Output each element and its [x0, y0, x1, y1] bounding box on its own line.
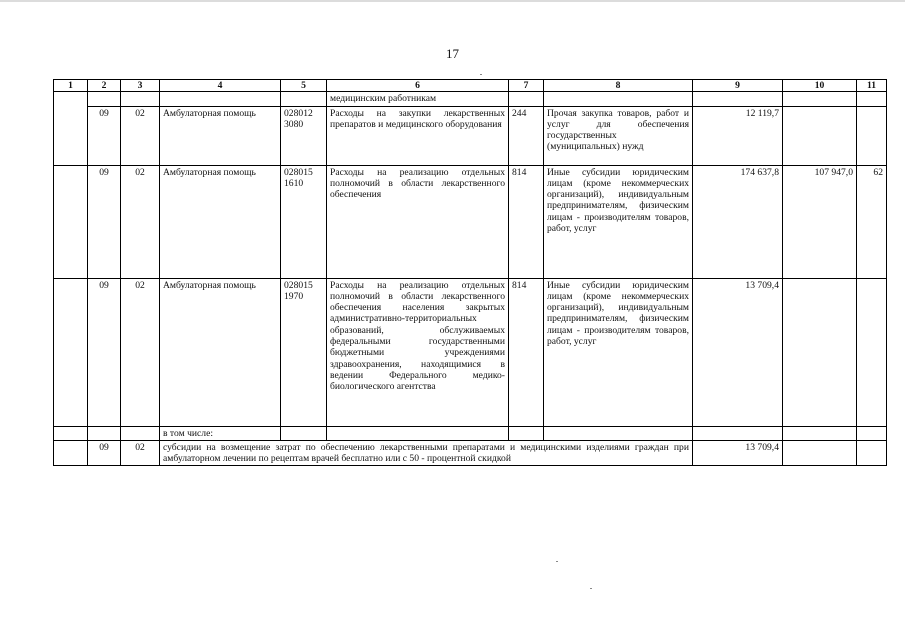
continuation-text: медицинским работникам — [327, 92, 509, 106]
table-cell — [857, 92, 887, 106]
subsection-name: Амбулаторная помощь — [160, 106, 281, 165]
amount-total: 13 709,4 — [693, 440, 783, 466]
table-cell — [54, 278, 88, 426]
column-header-11: 11 — [857, 80, 887, 92]
subsidy-row — [54, 440, 887, 466]
column-header-10: 10 — [783, 80, 857, 92]
section-code: 09 — [88, 165, 121, 278]
section-code: 09 — [88, 106, 121, 165]
subsection-code: 02 — [121, 440, 160, 466]
table-cell — [54, 106, 88, 165]
table-row — [54, 278, 887, 426]
table-cell — [544, 426, 693, 440]
amount-federal: 107 947,0 — [783, 165, 857, 278]
scan-speck — [556, 561, 558, 562]
table-cell — [281, 426, 327, 440]
amount-percent: 62 — [857, 165, 887, 278]
section-code: 09 — [88, 278, 121, 426]
target-article-name: Расходы на закупки лекарственных препаратов и медицинского оборудования — [327, 106, 509, 165]
amount-percent — [857, 278, 887, 426]
top-scan-rule — [0, 0, 905, 2]
budget-table — [53, 79, 887, 466]
table-cell — [160, 92, 281, 106]
table-cell — [327, 426, 509, 440]
amount-percent — [857, 106, 887, 165]
section-code: 09 — [88, 440, 121, 466]
expense-type-code: 244 — [509, 106, 544, 165]
target-article-name: Расходы на реализацию отдельных полномочий в области лекарственного обеспечения населения закрытых административно-территориальных образований, обслуживаемых федеральными государственными бюджетными учреждениями здравоохранения, находящимися в ведении Федерального медико-биологического агентства — [327, 278, 509, 426]
amount-total: 13 709,4 — [693, 278, 783, 426]
subsection-code: 02 — [121, 278, 160, 426]
target-article-code: 028012 3080 — [281, 106, 327, 165]
target-article-name: Расходы на реализацию отдельных полномочий в области лекарственного обеспечения — [327, 165, 509, 278]
column-header-6: 6 — [327, 80, 509, 92]
amount-total: 12 119,7 — [693, 106, 783, 165]
including-row — [54, 426, 887, 440]
expense-type-name: Прочая закупка товаров, работ и услуг для обеспечения государственных (муниципальных) нужд — [544, 106, 693, 165]
table-cell — [121, 92, 160, 106]
table-cell — [54, 165, 88, 278]
header-row — [54, 80, 887, 92]
column-header-7: 7 — [509, 80, 544, 92]
column-header-4: 4 — [160, 80, 281, 92]
table-row — [54, 106, 887, 165]
column-header-9: 9 — [693, 80, 783, 92]
column-header-1: 1 — [54, 80, 88, 92]
subsection-name: Амбулаторная помощь — [160, 165, 281, 278]
amount-total: 174 637,8 — [693, 165, 783, 278]
expense-type-name: Иные субсидии юридическим лицам (кроме некоммерческих организаций), индивидуальным предпринимателям, физическим лицам - производителям товаров, работ, услуг — [544, 278, 693, 426]
continuation-row — [54, 92, 887, 106]
table-cell — [509, 92, 544, 106]
table-row — [54, 165, 887, 278]
expense-type-name: Иные субсидии юридическим лицам (кроме некоммерческих организаций), индивидуальным предпринимателям, физическим лицам - производителям товаров, работ, услуг — [544, 165, 693, 278]
expense-type-code: 814 — [509, 165, 544, 278]
column-header-3: 3 — [121, 80, 160, 92]
scan-speck — [480, 74, 482, 75]
subsidy-description: субсидии на возмещение затрат по обеспечению лекарственными препаратами и медицинскими изделиями граждан при амбулаторном лечении по рецептам врачей бесплатно или с 50 - процентной скидкой — [160, 440, 693, 466]
table-cell — [783, 440, 857, 466]
table-cell — [121, 426, 160, 440]
amount-federal — [783, 106, 857, 165]
table-cell — [693, 92, 783, 106]
column-header-2: 2 — [88, 80, 121, 92]
subsection-code: 02 — [121, 106, 160, 165]
table-cell — [281, 92, 327, 106]
target-article-code: 028015 1610 — [281, 165, 327, 278]
table-cell — [88, 92, 121, 106]
table-cell — [54, 426, 88, 440]
page-number: 17 — [446, 46, 459, 61]
column-header-5: 5 — [281, 80, 327, 92]
table-cell — [509, 426, 544, 440]
table-cell — [857, 440, 887, 466]
table-cell — [693, 426, 783, 440]
expense-type-code: 814 — [509, 278, 544, 426]
scan-speck — [590, 588, 592, 589]
table-cell — [54, 440, 88, 466]
subsection-name: Амбулаторная помощь — [160, 278, 281, 426]
subsection-code: 02 — [121, 165, 160, 278]
including-label: в том числе: — [160, 426, 281, 440]
table-cell — [857, 426, 887, 440]
table-cell — [544, 92, 693, 106]
table-cell — [783, 92, 857, 106]
column-header-8: 8 — [544, 80, 693, 92]
amount-federal — [783, 278, 857, 426]
target-article-code: 028015 1970 — [281, 278, 327, 426]
table-cell — [88, 426, 121, 440]
table-cell — [783, 426, 857, 440]
table-cell — [54, 92, 88, 106]
